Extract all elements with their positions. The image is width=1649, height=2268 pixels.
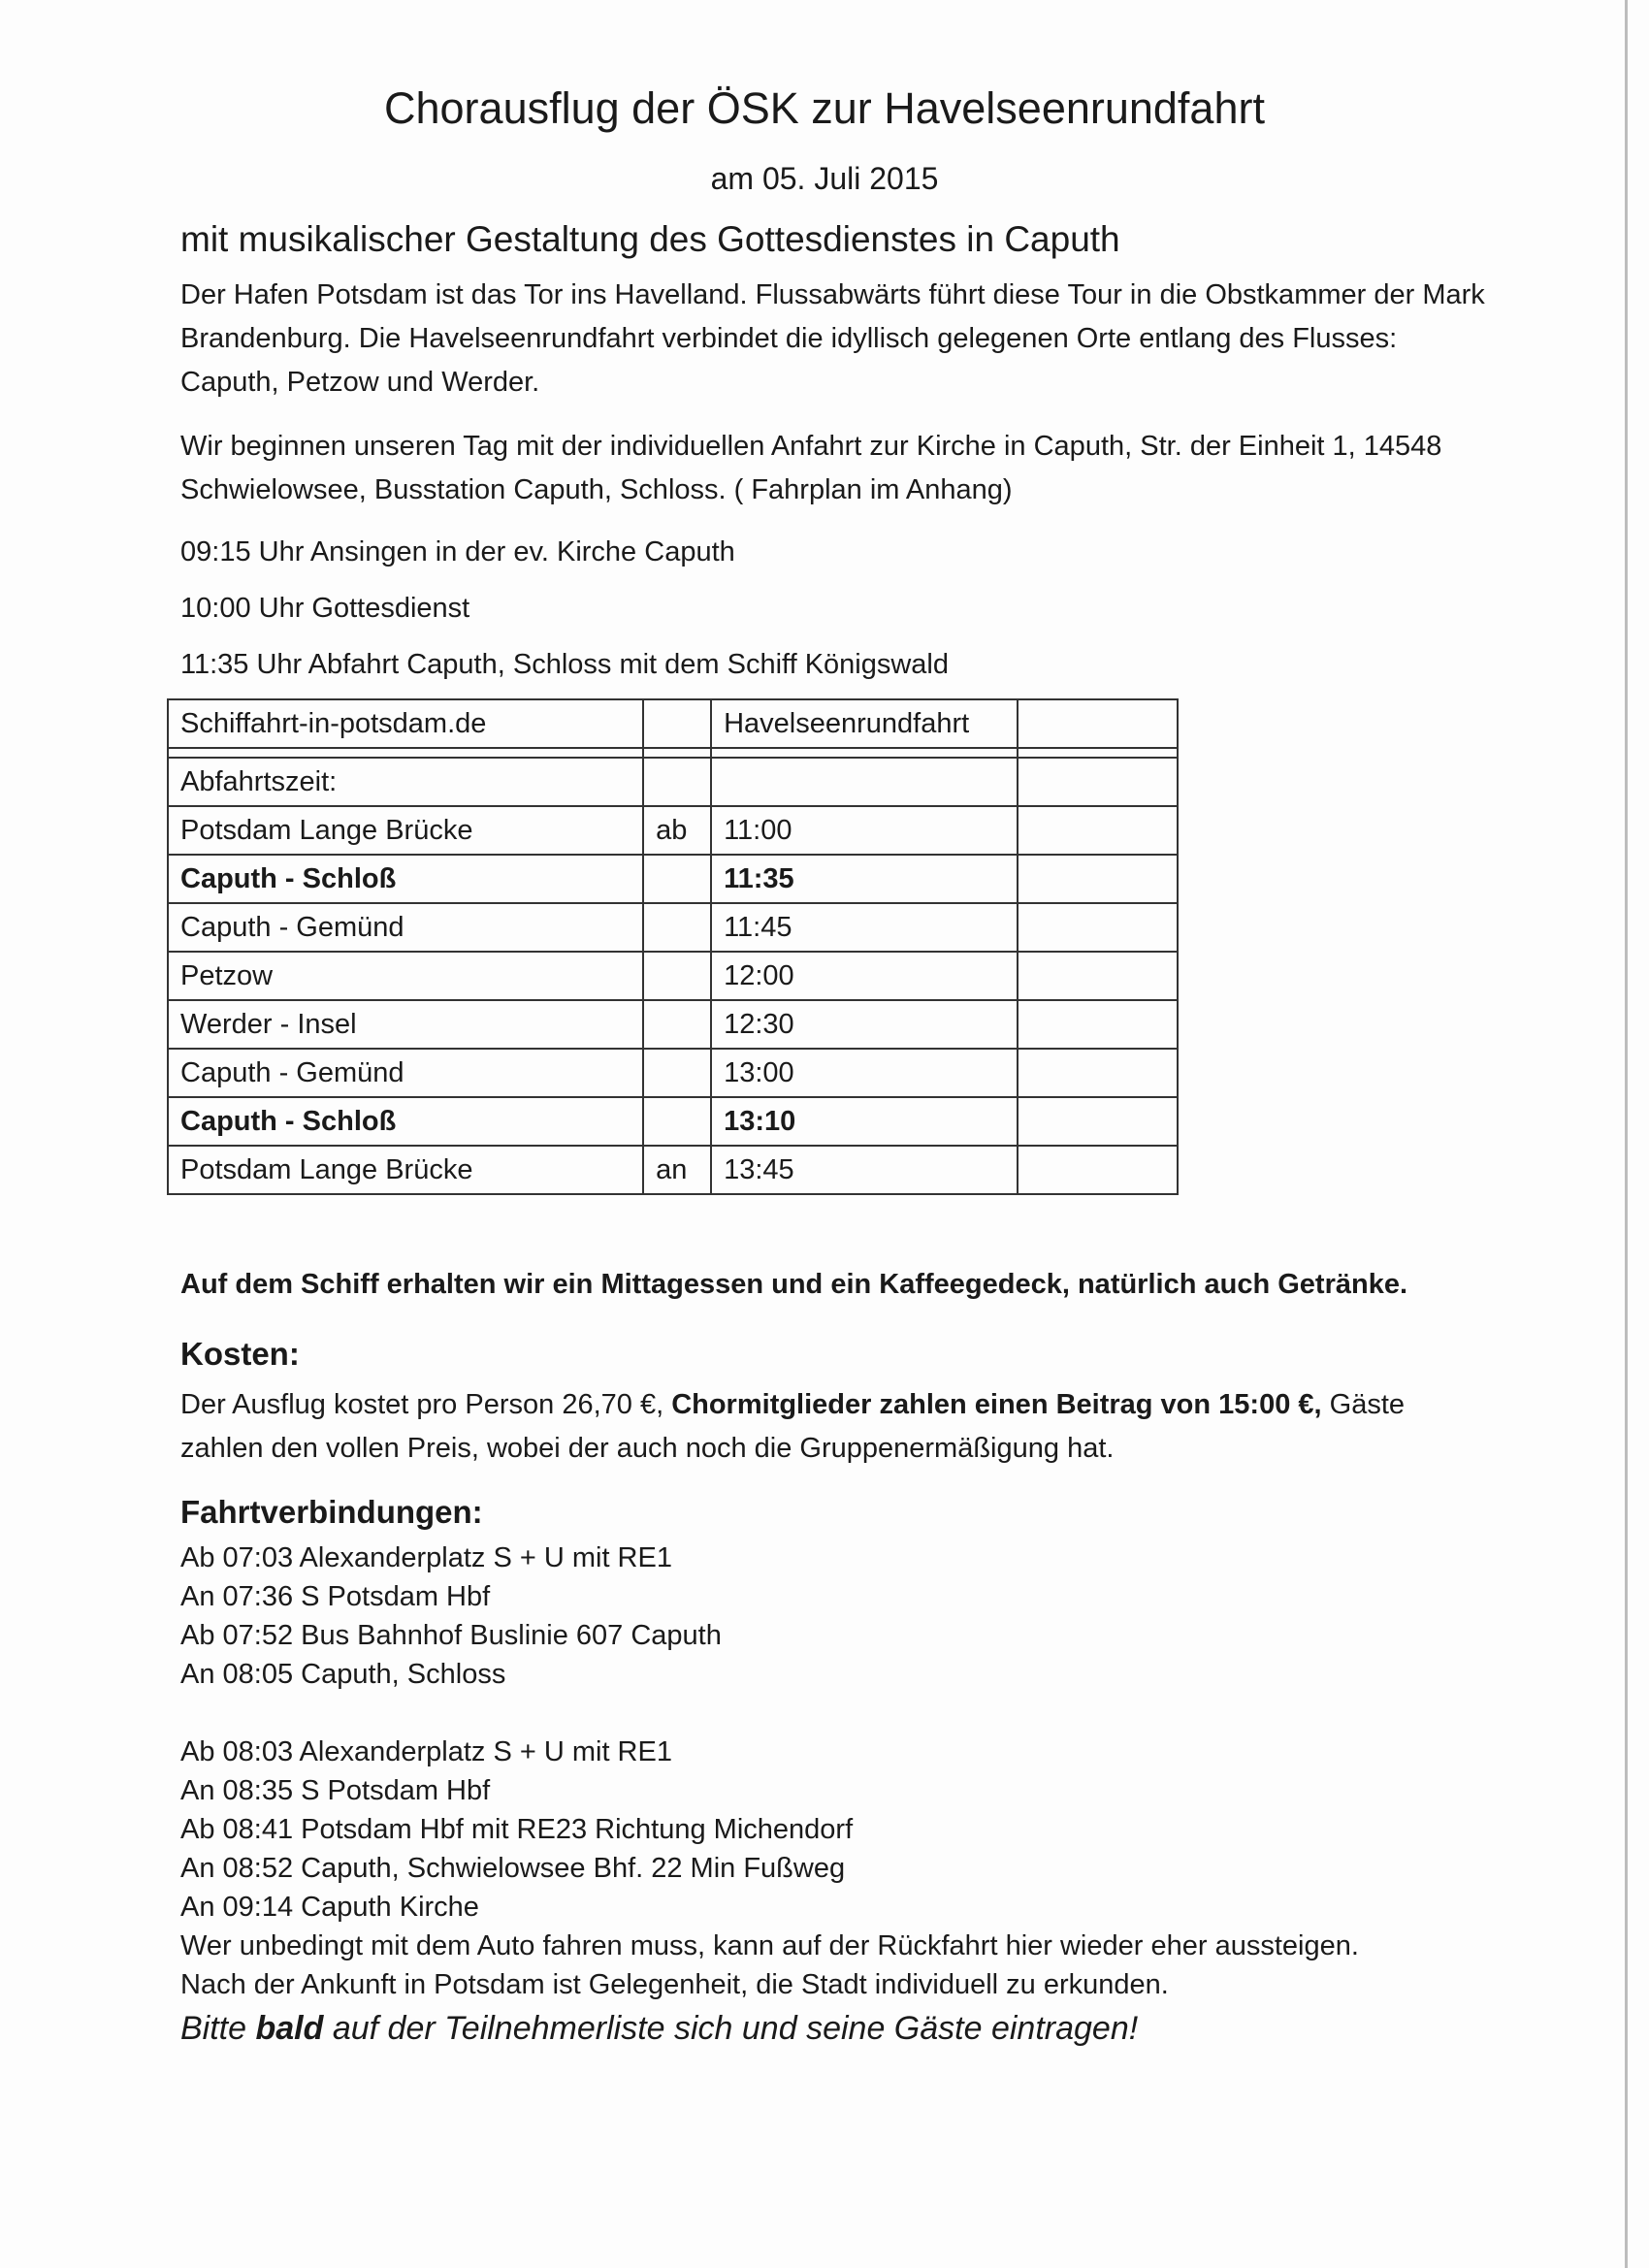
member-fee-text: Chormitglieder zahlen einen Beitrag von 15:00 €, — [671, 1389, 1322, 1420]
arrival-paragraph: Wir beginnen unseren Tag mit der individuellen Anfahrt zur Kirche in Caputh, Str. der Einheit 1, 14548 Schwielowsee, Busstation Caputh, Schloss. ( Fahrplan im Anhang) — [180, 431, 1442, 505]
time-cell: 13:00 — [711, 1049, 1018, 1097]
agenda-item: 11:35 Uhr Abfahrt Caputh, Schloss mit dem Schiff Königswald — [180, 649, 950, 680]
agenda-item: 10:00 Uhr Gottesdienst — [180, 593, 470, 624]
table-row — [168, 1049, 1178, 1097]
connection-line: Ab 07:52 Bus Bahnhof Buslinie 607 Caputh — [180, 1620, 722, 1651]
table-cell — [643, 699, 711, 748]
intro-paragraph: Der Hafen Potsdam ist das Tor ins Havelland. Flussabwärts führt diese Tour in die Obstkammer der Mark Brandenburg. Die Havelseenrundfahrt verbindet die idyllisch gelegenen Orte entlang des Flusses: Caputh, Petzow und Werder. — [180, 279, 1485, 398]
scan-edge — [1625, 0, 1628, 2268]
table-spacer-row — [168, 748, 1178, 758]
closing-text: Bitte — [180, 2010, 256, 2047]
table-cell — [643, 758, 711, 806]
table-cell: Havelseenrundfahrt — [711, 699, 1018, 748]
mark-cell: ab — [643, 806, 711, 855]
mark-cell — [643, 855, 711, 903]
stop-cell: Potsdam Lange Brücke — [168, 1146, 643, 1194]
time-cell: 11:45 — [711, 903, 1018, 952]
table-cell — [1018, 758, 1178, 806]
connections-heading: Fahrtverbindungen: — [180, 1494, 483, 1530]
costs-line-1 — [180, 1389, 1405, 1421]
table-cell: Abfahrtszeit: — [168, 758, 643, 806]
time-cell: 13:10 — [711, 1097, 1018, 1146]
time-cell: 12:00 — [711, 952, 1018, 1000]
stop-cell: Werder - Insel — [168, 1000, 643, 1049]
connection-line: Ab 07:03 Alexanderplatz S + U mit RE1 — [180, 1542, 672, 1573]
time-cell: 12:30 — [711, 1000, 1018, 1049]
closing-line — [180, 2010, 1138, 2048]
table-cell — [1018, 699, 1178, 748]
connection-line: An 07:36 S Potsdam Hbf — [180, 1581, 491, 1612]
stop-cell: Caputh - Gemünd — [168, 1049, 643, 1097]
table-cell: Schiffahrt-in-potsdam.de — [168, 699, 643, 748]
meal-note: Auf dem Schiff erhalten wir ein Mittagessen und ein Kaffeegedeck, natürlich auch Getränke. — [180, 1269, 1408, 1300]
table-row — [168, 806, 1178, 855]
stop-cell: Caputh - Schloß — [168, 855, 643, 903]
city-note: Nach der Ankunft in Potsdam ist Gelegenheit, die Stadt individuell zu erkunden. — [180, 1969, 1169, 2000]
time-cell: 11:00 — [711, 806, 1018, 855]
mark-cell — [643, 952, 711, 1000]
document-title: Chorausflug der ÖSK zur Havelseenrundfahrt — [384, 83, 1265, 133]
mark-cell: an — [643, 1146, 711, 1194]
table-row — [168, 855, 1178, 903]
table-header-row — [168, 699, 1178, 748]
mark-cell — [643, 903, 711, 952]
costs-heading: Kosten: — [180, 1336, 300, 1372]
connection-line: Ab 08:03 Alexanderplatz S + U mit RE1 — [180, 1736, 672, 1767]
connection-line: An 08:05 Caputh, Schloss — [180, 1659, 506, 1690]
stop-cell: Potsdam Lange Brücke — [168, 806, 643, 855]
mark-cell — [643, 1049, 711, 1097]
car-note: Wer unbedingt mit dem Auto fahren muss, kann auf der Rückfahrt hier wieder eher aussteigen. — [180, 1930, 1359, 1961]
closing-emphasis: bald — [255, 2010, 324, 2047]
stop-cell: Caputh - Gemünd — [168, 903, 643, 952]
table-cell — [711, 758, 1018, 806]
stop-cell: Caputh - Schloß — [168, 1097, 643, 1146]
time-cell: 13:45 — [711, 1146, 1018, 1194]
costs-line-2: zahlen den vollen Preis, wobei der auch noch die Gruppenermäßigung hat. — [180, 1433, 1115, 1464]
event-date: am 05. Juli 2015 — [710, 161, 939, 196]
table-row — [168, 1097, 1178, 1146]
connection-line: Ab 08:41 Potsdam Hbf mit RE23 Richtung Michendorf — [180, 1814, 854, 1845]
table-row — [168, 1000, 1178, 1049]
document-subtitle: mit musikalischer Gestaltung des Gottesdienstes in Caputh — [180, 219, 1120, 259]
mark-cell — [643, 1097, 711, 1146]
time-cell: 11:35 — [711, 855, 1018, 903]
schedule-table — [167, 698, 1179, 1195]
closing-text: auf der Teilnehmerliste sich und seine Gäste eintragen! — [323, 2010, 1139, 2047]
connection-line: An 08:52 Caputh, Schwielowsee Bhf. 22 Min Fußweg — [180, 1853, 846, 1884]
connection-line: An 09:14 Caputh Kirche — [180, 1892, 479, 1923]
table-row — [168, 952, 1178, 1000]
table-row — [168, 1146, 1178, 1194]
table-row — [168, 903, 1178, 952]
stop-cell: Petzow — [168, 952, 643, 1000]
agenda-item: 09:15 Uhr Ansingen in der ev. Kirche Caputh — [180, 536, 735, 567]
table-label-row — [168, 758, 1178, 806]
mark-cell — [643, 1000, 711, 1049]
costs-text: Der Ausflug kostet pro Person 26,70 €, — [180, 1389, 672, 1420]
costs-text: Gäste — [1321, 1389, 1406, 1420]
connection-line: An 08:35 S Potsdam Hbf — [180, 1775, 491, 1806]
